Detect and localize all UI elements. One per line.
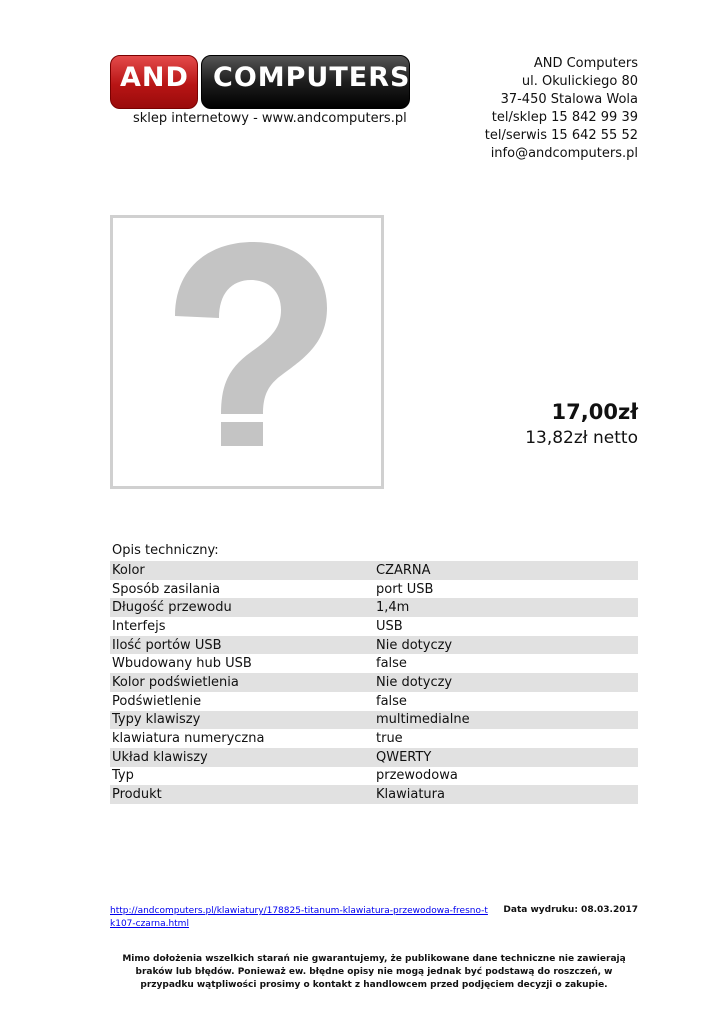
- spec-label: Typ: [112, 768, 134, 784]
- company-city: 37-450 Stalowa Wola: [500, 92, 638, 107]
- spec-value: Nie dotyczy: [374, 673, 638, 692]
- spec-row: [110, 654, 638, 673]
- spec-row: [110, 692, 638, 711]
- logo-word-computers: COMPUTERS: [213, 62, 411, 93]
- spec-value: true: [376, 731, 403, 747]
- question-mark-placeholder-icon: [113, 218, 381, 486]
- price-net: 13,82zł netto: [525, 428, 638, 448]
- company-street: ul. Okulickiego 80: [521, 74, 638, 89]
- spec-label: Produkt: [110, 785, 374, 804]
- spec-label: Wbudowany hub USB: [112, 656, 252, 672]
- company-contact: [485, 55, 638, 163]
- company-phone-service: tel/serwis 15 642 55 52: [484, 128, 638, 143]
- spec-label: Długość przewodu: [110, 598, 374, 617]
- spec-value: false: [376, 693, 407, 709]
- spec-row: [110, 748, 638, 767]
- spec-label: Sposób zasilania: [112, 581, 221, 597]
- and-computers-logo: [110, 55, 410, 111]
- spec-row: [110, 673, 638, 692]
- spec-value: QWERTY: [374, 748, 638, 767]
- price-gross: 17,00zł: [551, 400, 638, 424]
- spec-value: CZARNA: [374, 561, 638, 580]
- price-block: [525, 398, 638, 450]
- spec-value: Klawiatura: [374, 785, 638, 804]
- spec-label: Interfejs: [112, 618, 166, 634]
- company-phone-shop: tel/sklep 15 842 99 39: [491, 110, 638, 125]
- spec-row: [110, 617, 638, 636]
- spec-value: USB: [376, 618, 403, 634]
- shop-tagline: sklep internetowy - www.andcomputers.pl: [133, 111, 407, 126]
- spec-row: [110, 729, 638, 748]
- spec-row: [110, 598, 638, 617]
- spec-value: multimedialne: [374, 711, 638, 730]
- spec-value: Nie dotyczy: [374, 636, 638, 655]
- spec-row: [110, 561, 638, 580]
- spec-row: [110, 711, 638, 730]
- product-image-placeholder: [110, 215, 384, 489]
- spec-row: [110, 767, 638, 786]
- spec-row: [110, 580, 638, 599]
- spec-label: Ilość portów USB: [110, 636, 374, 655]
- disclaimer-text: Mimo dołożenia wszelkich starań nie gwarantujemy, że publikowane dane techniczne nie zawierają braków lub błędów. Ponieważ ew. błędne opisy nie mogą jednak być podstawą do roszczeń, w przypadku wątpliwości prosimy o kontakt z handlowcem przed podjęciem decyzji o zakupie.: [122, 954, 626, 990]
- spec-value: 1,4m: [374, 598, 638, 617]
- spec-value: false: [376, 656, 407, 672]
- spec-label: Kolor: [110, 561, 374, 580]
- spec-title: Opis techniczny:: [112, 543, 219, 558]
- spec-label: Układ klawiszy: [110, 748, 374, 767]
- spec-label: Typy klawiszy: [110, 711, 374, 730]
- spec-label: Podświetlenie: [112, 693, 202, 709]
- company-email: info@andcomputers.pl: [490, 146, 638, 161]
- spec-value: port USB: [376, 581, 434, 597]
- spec-label: Kolor podświetlenia: [110, 673, 374, 692]
- company-name: AND Computers: [533, 56, 638, 71]
- spec-value: przewodowa: [376, 768, 458, 784]
- spec-label: klawiatura numeryczna: [112, 731, 265, 747]
- logo-word-and: AND: [120, 62, 189, 93]
- spec-table: [110, 561, 638, 804]
- spec-row: [110, 636, 638, 655]
- product-url-link[interactable]: http://andcomputers.pl/klawiatury/178825-titanum-klawiatura-przewodowa-fresno-tk107-czarna.html: [110, 906, 488, 929]
- print-date: Data wydruku: 08.03.2017: [503, 905, 638, 915]
- spec-row: [110, 785, 638, 804]
